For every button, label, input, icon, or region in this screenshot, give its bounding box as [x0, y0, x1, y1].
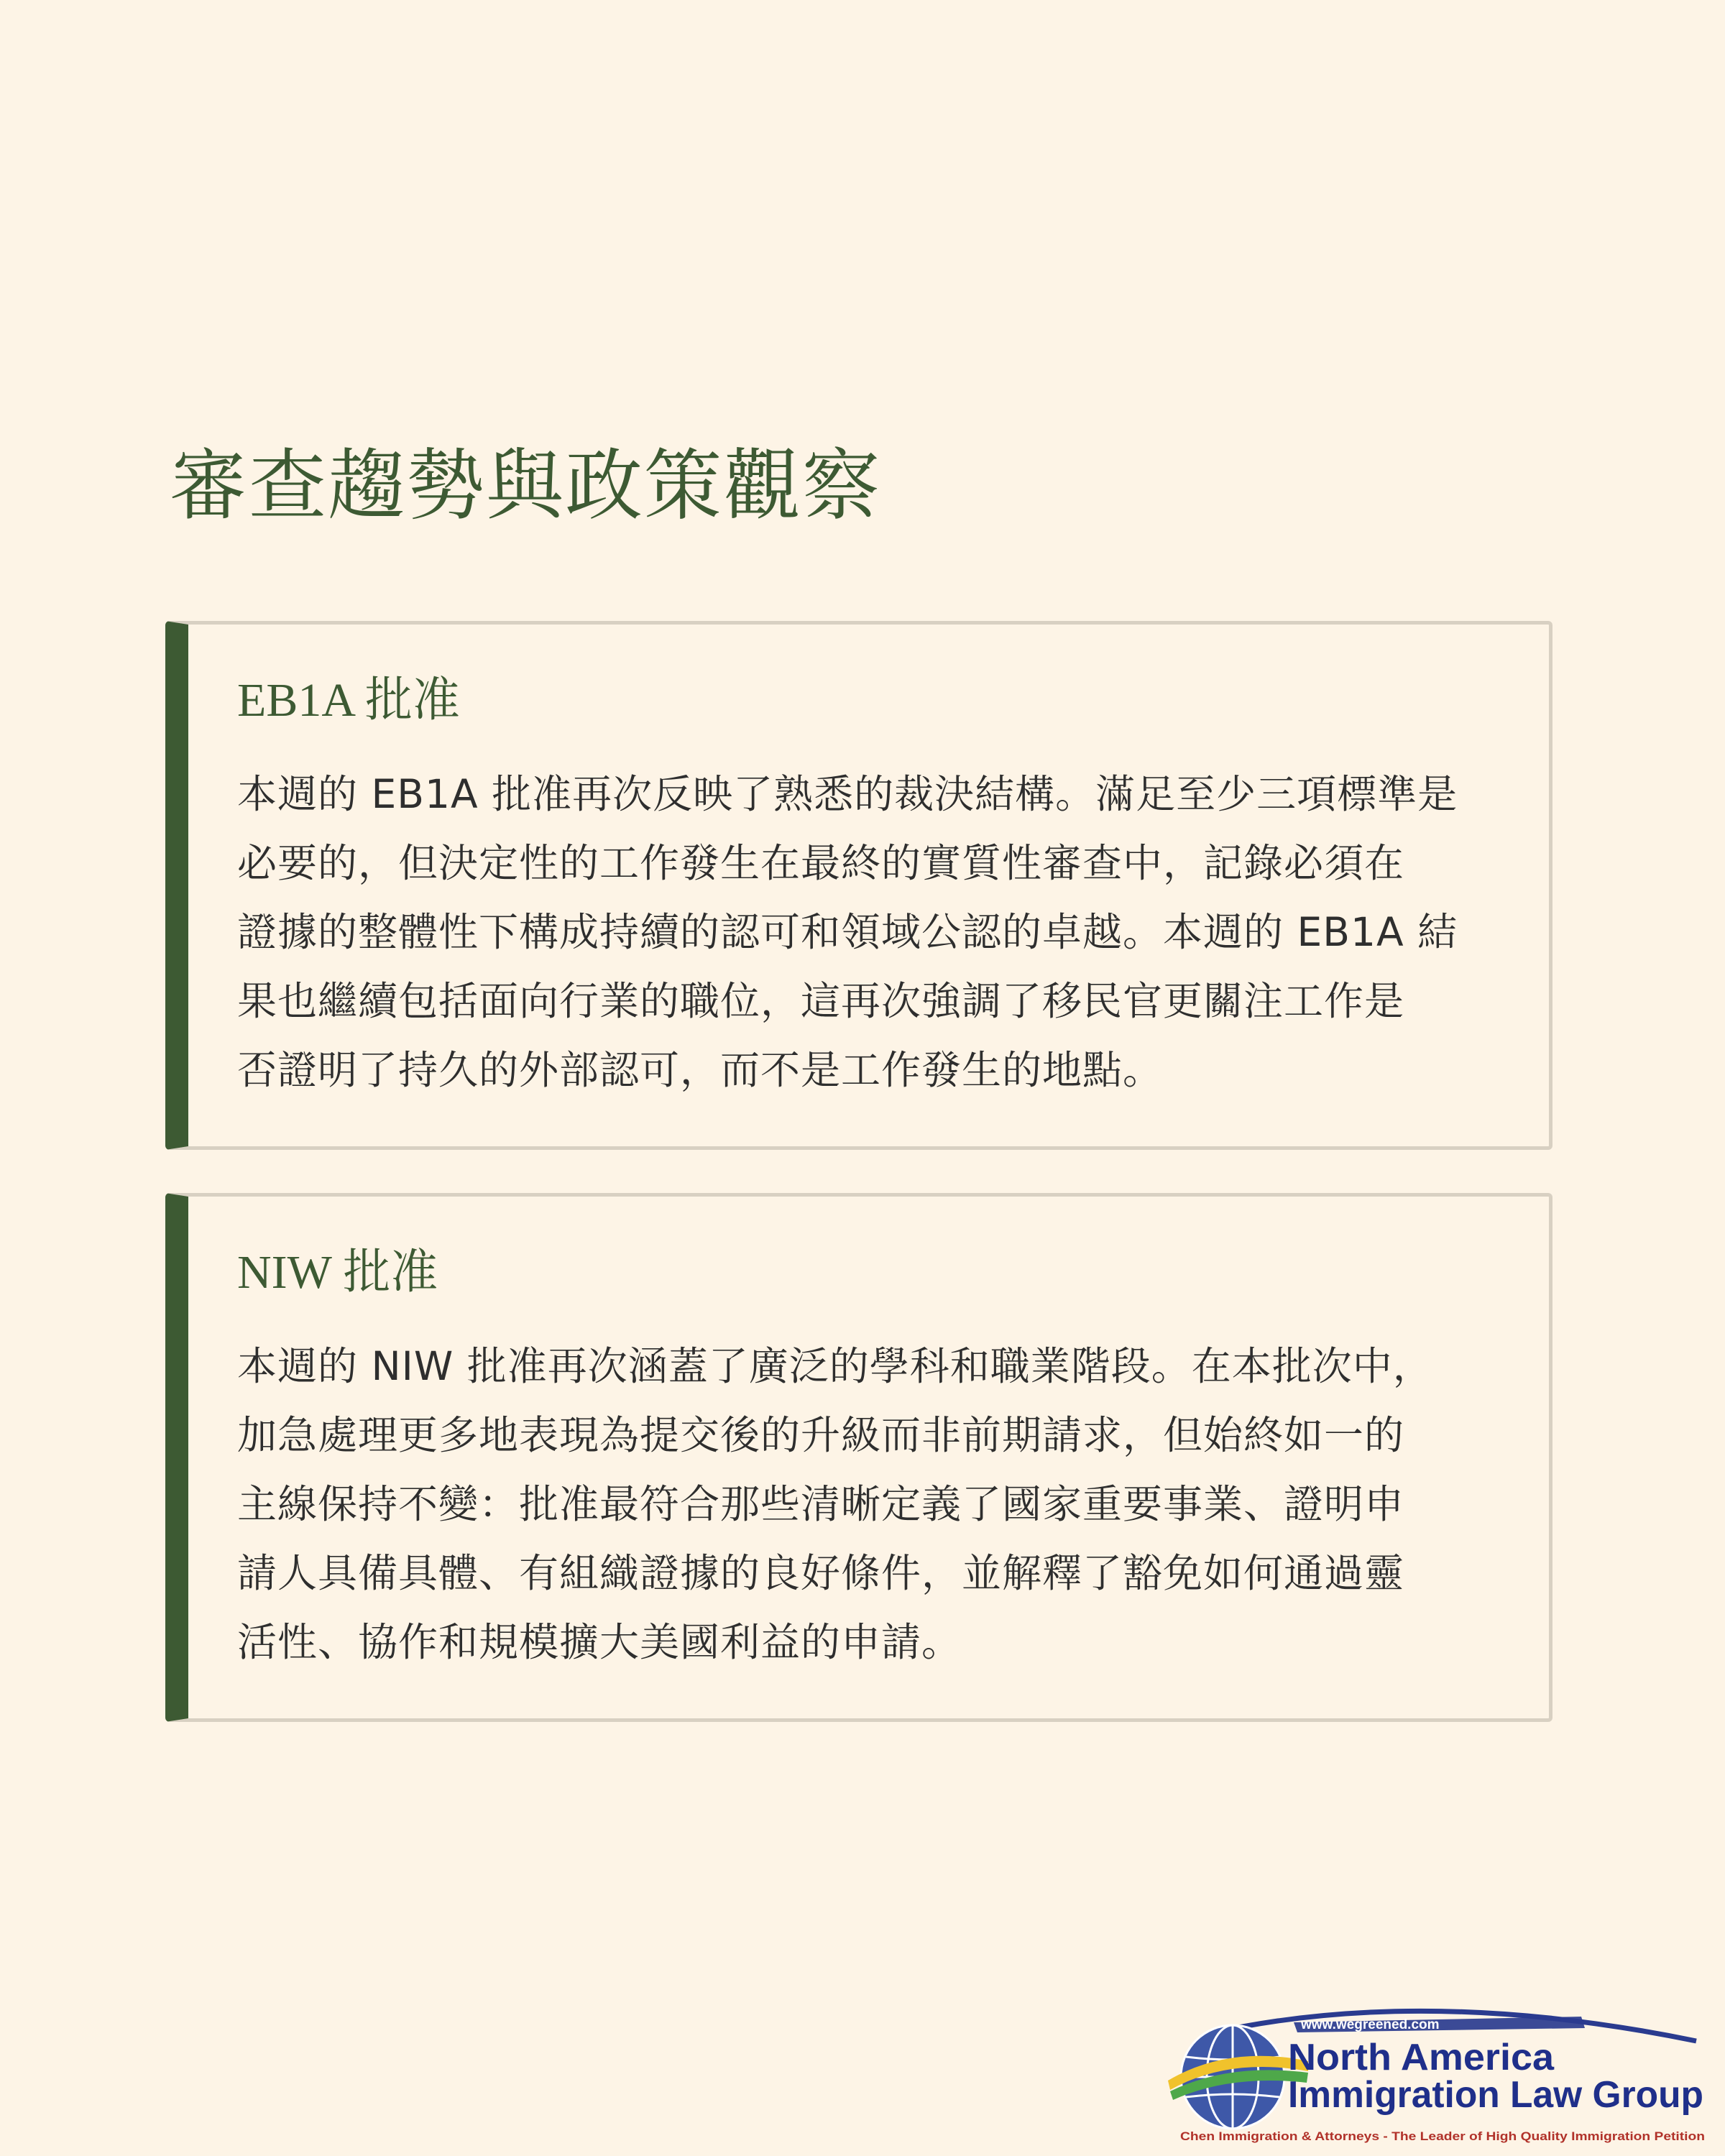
logo-tagline: Chen Immigration & Attorneys - The Leader of High Quality Immigration Petition: [1180, 2129, 1705, 2143]
eb1a-body-line: 必要的，但決定性的工作發生在最終的實質性審查中，記錄必須在: [237, 840, 1405, 886]
niw-body-line: 本週的 NIW 批准再次涵蓋了廣泛的學科和職業階段。在本批次中，: [237, 1343, 1433, 1389]
globe-icon: [1168, 2025, 1308, 2129]
eb1a-card-heading: EB1A 批准: [237, 674, 460, 727]
niw-body-line: 加急處理更多地表現為提交後的升級而非前期請求，但始終如一的: [237, 1412, 1405, 1458]
eb1a-body-line: 果也繼續包括面向行業的職位，這再次強調了移民官更關注工作是: [237, 978, 1405, 1024]
eb1a-body-line: 證據的整體性下構成持續的認可和領域公認的卓越。本週的 EB1A 結: [237, 909, 1458, 955]
page-title: 審查趨勢與政策觀察: [170, 441, 882, 531]
firm-logo: [1164, 1991, 1711, 2149]
eb1a-body-line: 否證明了持久的外部認可，而不是工作發生的地點。: [237, 1047, 1164, 1093]
logo-name-line1: North America: [1288, 2037, 1555, 2078]
niw-card-heading: NIW 批准: [237, 1246, 438, 1299]
logo-name-line2: Immigration Law Group: [1288, 2074, 1703, 2116]
eb1a-approval-card: [165, 621, 1552, 1150]
niw-body-line: 請人具備具體、有組織證據的良好條件，並解釋了豁免如何通過靈: [237, 1550, 1405, 1596]
niw-approval-card: [165, 1193, 1552, 1722]
niw-card-body: [237, 1332, 1524, 1677]
eb1a-card-body: [237, 760, 1524, 1105]
logo-url: www.wegreened.com: [1301, 2017, 1440, 2032]
eb1a-body-line: 本週的 EB1A 批准再次反映了熟悉的裁決結構。滿足至少三項標準是: [237, 771, 1458, 817]
niw-body-line: 主線保持不變：批准最符合那些清晰定義了國家重要事業、證明申: [237, 1481, 1405, 1527]
niw-body-line: 活性、協作和規模擴大美國利益的申請。: [237, 1619, 962, 1665]
